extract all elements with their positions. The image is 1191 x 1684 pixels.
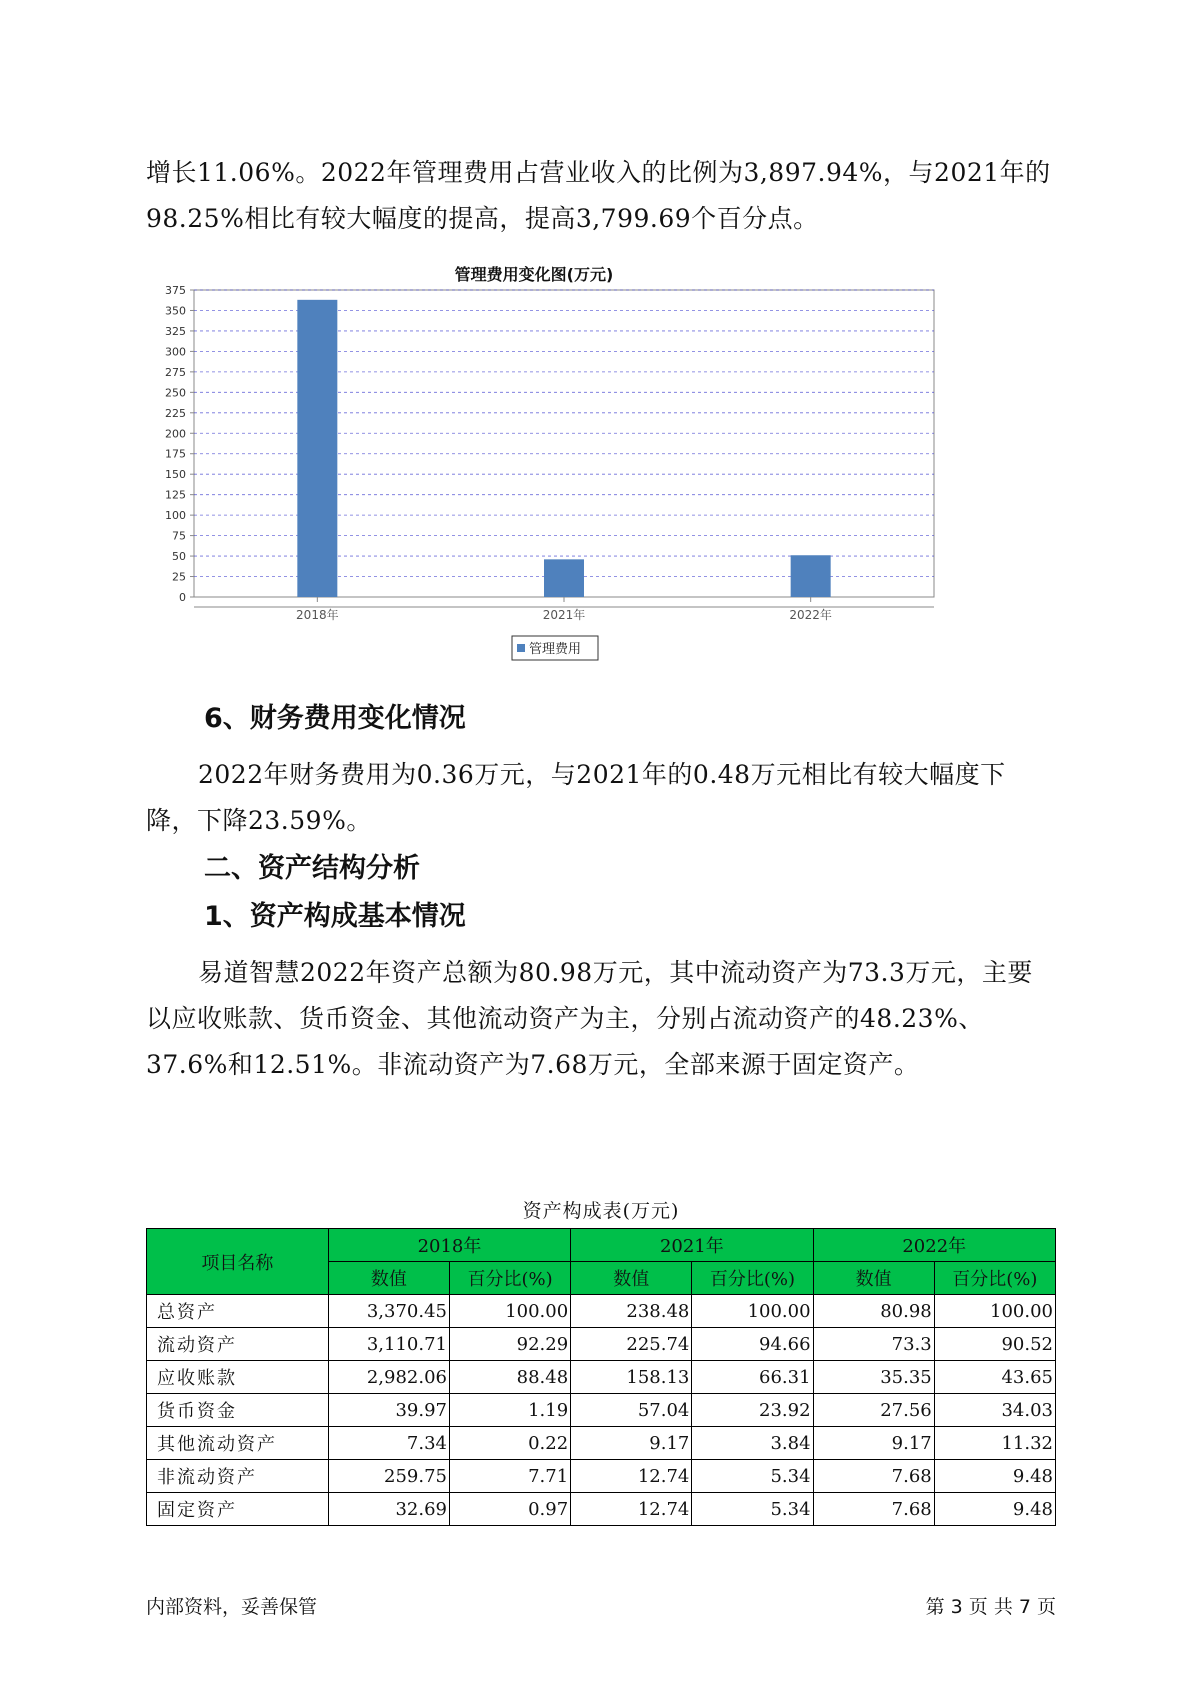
row-label: 货币资金 (147, 1394, 329, 1427)
row-label: 流动资产 (147, 1328, 329, 1361)
row-cell: 7.68 (813, 1460, 934, 1493)
row-cell: 57.04 (571, 1394, 692, 1427)
y-tick-label: 375 (165, 284, 186, 297)
y-tick-label: 325 (165, 324, 186, 338)
row-cell: 9.48 (934, 1460, 1055, 1493)
legend-label: 管理费用 (529, 642, 582, 657)
paragraph-financial-expense: 2022年财务费用为0.36万元，与2021年的0.48万元相比有较大幅度下降，下降23.59%。 (146, 760, 1006, 835)
row-cell: 12.74 (571, 1493, 692, 1526)
row-cell: 3,110.71 (328, 1328, 449, 1361)
row-label: 总资产 (147, 1295, 329, 1328)
row-cell: 43.65 (934, 1361, 1055, 1394)
x-tick-label: 2018年 (296, 608, 339, 622)
row-label: 应收账款 (147, 1361, 329, 1394)
header-pct: 百分比(%) (934, 1262, 1055, 1295)
row-cell: 11.32 (934, 1427, 1055, 1460)
y-tick-label: 350 (165, 304, 186, 318)
row-cell: 9.48 (934, 1493, 1055, 1526)
row-label: 非流动资产 (147, 1460, 329, 1493)
row-cell: 27.56 (813, 1394, 934, 1427)
table-row (147, 1328, 1056, 1361)
table-row (147, 1460, 1056, 1493)
y-tick-label: 275 (165, 365, 186, 379)
row-cell: 5.34 (692, 1493, 813, 1526)
heading-asset-structure: 二、资产结构分析 (204, 853, 420, 884)
row-cell: 7.71 (449, 1460, 570, 1493)
header-year-2018: 2018年 (328, 1229, 570, 1262)
row-cell: 100.00 (934, 1295, 1055, 1328)
y-tick-label: 225 (165, 406, 186, 420)
footer-confidential: 内部资料，妥善保管 (146, 1596, 318, 1618)
bar (791, 555, 831, 597)
row-cell: 34.03 (934, 1394, 1055, 1427)
header-year-2021: 2021年 (571, 1229, 813, 1262)
x-tick-label: 2021年 (542, 608, 586, 622)
row-cell: 3.84 (692, 1427, 813, 1460)
y-tick-label: 200 (165, 427, 186, 441)
row-cell: 1.19 (449, 1394, 570, 1427)
y-tick-label: 300 (165, 345, 186, 359)
header-value: 数值 (571, 1262, 692, 1295)
row-cell: 80.98 (813, 1295, 934, 1328)
paragraph-asset-structure: 易道智慧2022年资产总额为80.98万元，其中流动资产为73.3万元，主要以应收账款、货币资金、其他流动资产为主，分别占流动资产的48.23%、37.6%和12.51%。非流动资产为7.68万元，全部来源于固定资产。 (146, 958, 1033, 1079)
y-tick-label: 175 (165, 447, 186, 461)
row-cell: 7.34 (328, 1427, 449, 1460)
table-caption: 资产构成表(万元) (522, 1200, 680, 1222)
legend-swatch (517, 644, 525, 652)
row-cell: 39.97 (328, 1394, 449, 1427)
y-tick-label: 50 (172, 550, 186, 564)
row-cell: 66.31 (692, 1361, 813, 1394)
table-row (147, 1295, 1056, 1328)
asset-table (146, 1228, 1056, 1526)
row-cell: 100.00 (692, 1295, 813, 1328)
heading-asset-basic: 1、资产构成基本情况 (204, 901, 466, 932)
row-cell: 92.29 (449, 1328, 570, 1361)
row-cell: 3,370.45 (328, 1295, 449, 1328)
row-cell: 88.48 (449, 1361, 570, 1394)
row-cell: 23.92 (692, 1394, 813, 1427)
paragraph-admin-expense: 增长11.06%。2022年管理费用占营业收入的比例为3,897.94%，与2021年的98.25%相比有较大幅度的提高，提高3,799.69个百分点。 (146, 158, 1051, 233)
row-cell: 7.68 (813, 1493, 934, 1526)
y-tick-label: 100 (165, 509, 186, 523)
row-label: 固定资产 (147, 1493, 329, 1526)
row-cell: 225.74 (571, 1328, 692, 1361)
row-cell: 259.75 (328, 1460, 449, 1493)
heading-financial-expense: 6、财务费用变化情况 (204, 703, 466, 734)
bar (297, 300, 337, 597)
row-cell: 90.52 (934, 1328, 1055, 1361)
y-tick-label: 25 (172, 570, 186, 584)
x-tick-label: 2022年 (789, 608, 832, 622)
row-cell: 238.48 (571, 1295, 692, 1328)
row-cell: 0.97 (449, 1493, 570, 1526)
table-row (147, 1493, 1056, 1526)
table-row (147, 1394, 1056, 1427)
row-cell: 9.17 (813, 1427, 934, 1460)
asset-table-body (147, 1295, 1056, 1526)
header-year-2022: 2022年 (813, 1229, 1055, 1262)
table-row (147, 1427, 1056, 1460)
y-tick-label: 125 (165, 488, 186, 502)
table-row (147, 1361, 1056, 1394)
header-pct: 百分比(%) (449, 1262, 570, 1295)
row-cell: 2,982.06 (328, 1361, 449, 1394)
bar (544, 559, 584, 597)
row-cell: 100.00 (449, 1295, 570, 1328)
chart-svg (140, 262, 1020, 722)
footer-page-number: 第 3 页 共 7 页 (925, 1596, 1056, 1618)
y-tick-label: 0 (179, 591, 186, 604)
row-cell: 32.69 (328, 1493, 449, 1526)
admin-expense-chart (140, 262, 1020, 722)
y-tick-label: 250 (165, 386, 186, 400)
row-cell: 0.22 (449, 1427, 570, 1460)
y-tick-label: 75 (172, 529, 186, 543)
header-value: 数值 (813, 1262, 934, 1295)
row-cell: 158.13 (571, 1361, 692, 1394)
row-cell: 73.3 (813, 1328, 934, 1361)
header-value: 数值 (328, 1262, 449, 1295)
header-item-name: 项目名称 (147, 1229, 329, 1295)
row-cell: 5.34 (692, 1460, 813, 1493)
row-label: 其他流动资产 (147, 1427, 329, 1460)
row-cell: 12.74 (571, 1460, 692, 1493)
row-cell: 94.66 (692, 1328, 813, 1361)
chart-title: 管理费用变化图(万元) (454, 265, 614, 284)
header-pct: 百分比(%) (692, 1262, 813, 1295)
row-cell: 35.35 (813, 1361, 934, 1394)
row-cell: 9.17 (571, 1427, 692, 1460)
y-tick-label: 150 (165, 468, 186, 482)
